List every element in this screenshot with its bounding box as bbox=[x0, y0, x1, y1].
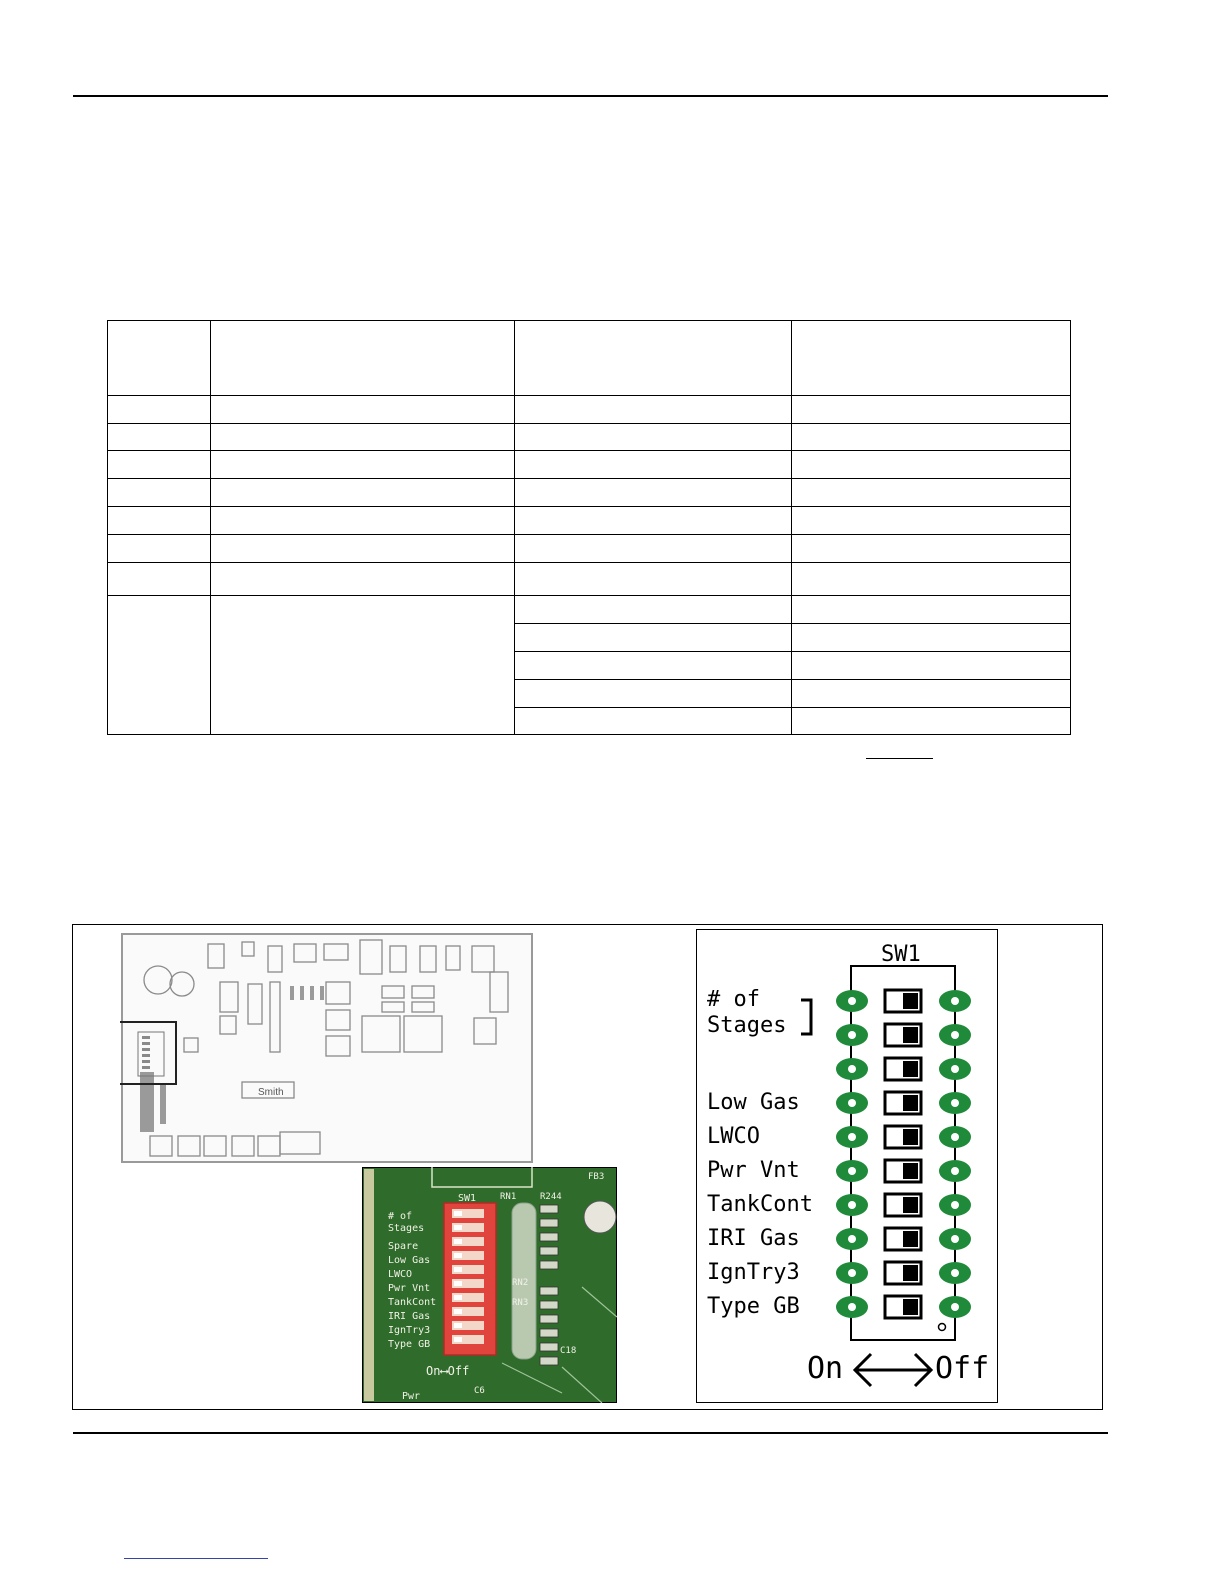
switch-toggle-knob bbox=[903, 1265, 918, 1281]
dip-switch-table bbox=[107, 320, 1071, 735]
diagram-label-tankcont: TankCont bbox=[707, 1192, 813, 1217]
photo-label-6: Pwr Vnt bbox=[388, 1283, 431, 1294]
table-row bbox=[108, 424, 1071, 451]
photo-label-8: IRI Gas bbox=[388, 1311, 431, 1322]
underline-mark bbox=[866, 758, 933, 759]
right-pad-hole bbox=[951, 1133, 959, 1141]
photo-sw1-label: SW1 bbox=[458, 1193, 477, 1204]
right-pad-hole bbox=[951, 1099, 959, 1107]
table-row bbox=[108, 507, 1071, 535]
switch-toggle-knob bbox=[903, 1095, 918, 1111]
switch-toggle-knob bbox=[903, 1129, 918, 1145]
diagram-label-iri-gas: IRI Gas bbox=[707, 1226, 800, 1251]
left-pad-hole bbox=[848, 1099, 856, 1107]
left-pad-hole bbox=[848, 1303, 856, 1311]
diagram-label-lwco: LWCO bbox=[707, 1124, 760, 1149]
photo-label-3: Spare bbox=[388, 1241, 419, 1252]
sw1-title: SW1 bbox=[881, 942, 921, 967]
table-header-row bbox=[108, 321, 1071, 396]
photo-marking-rn1: RN1 bbox=[500, 1192, 517, 1202]
sw1-switch-diagram bbox=[696, 929, 998, 1403]
photo-label-10: Type GB bbox=[388, 1339, 431, 1350]
photo-label-1: # of bbox=[388, 1211, 413, 1222]
switch-toggle-knob bbox=[903, 1061, 918, 1077]
photo-marking-pwr: Pwr bbox=[402, 1391, 421, 1402]
photo-marking-r244: R244 bbox=[540, 1192, 562, 1202]
diagram-label-stages: Stages bbox=[707, 1013, 787, 1038]
pin-one-marker bbox=[939, 1324, 946, 1331]
left-pad-hole bbox=[848, 1269, 856, 1277]
left-pad-hole bbox=[848, 1235, 856, 1243]
left-pad-hole bbox=[848, 1065, 856, 1073]
footer-rule bbox=[73, 1432, 1108, 1434]
left-pad-hole bbox=[848, 1133, 856, 1141]
table-row bbox=[108, 396, 1071, 424]
right-pad-hole bbox=[951, 997, 959, 1005]
switch-toggle-knob bbox=[903, 1231, 918, 1247]
left-pad-hole bbox=[848, 997, 856, 1005]
right-pad-hole bbox=[951, 1031, 959, 1039]
diagram-label-low-gas: Low Gas bbox=[707, 1090, 800, 1115]
right-pad-hole bbox=[951, 1235, 959, 1243]
switch-toggle-knob bbox=[903, 1027, 918, 1043]
photo-on-off-label: On⟷Off bbox=[426, 1364, 470, 1378]
table-row bbox=[108, 535, 1071, 563]
switch-toggle-knob bbox=[903, 1299, 918, 1315]
switch-toggle-knob bbox=[903, 993, 918, 1009]
table-row bbox=[108, 451, 1071, 479]
photo-marking-rn2: RN2 bbox=[512, 1278, 529, 1288]
right-pad-hole bbox=[951, 1303, 959, 1311]
photo-label-7: TankCont bbox=[388, 1297, 437, 1308]
control-board-overview-image bbox=[120, 932, 534, 1164]
switch-toggle-knob bbox=[903, 1197, 918, 1213]
photo-label-4: Low Gas bbox=[388, 1255, 431, 1266]
diagram-label-of: # of bbox=[707, 987, 760, 1012]
right-pad-hole bbox=[951, 1201, 959, 1209]
footer-link-underline bbox=[124, 1558, 268, 1559]
photo-label-9: IgnTry3 bbox=[388, 1325, 431, 1336]
dip-switch-photo bbox=[362, 1167, 617, 1403]
stages-bracket bbox=[801, 1000, 811, 1034]
table-row bbox=[108, 596, 1071, 624]
svg-text:Smith: Smith bbox=[258, 1087, 284, 1098]
photo-marking-fb3: FB3 bbox=[588, 1172, 605, 1182]
header-rule bbox=[73, 95, 1108, 97]
off-label: Off bbox=[935, 1351, 990, 1386]
photo-marking-c18: C18 bbox=[560, 1346, 577, 1356]
left-pad-hole bbox=[848, 1031, 856, 1039]
photo-label-2: Stages bbox=[388, 1223, 425, 1234]
diagram-label-pwr-vnt: Pwr Vnt bbox=[707, 1158, 800, 1183]
right-pad-hole bbox=[951, 1167, 959, 1175]
diagram-label-igntry3: IgnTry3 bbox=[707, 1260, 800, 1285]
left-pad-hole bbox=[848, 1167, 856, 1175]
table-row bbox=[108, 479, 1071, 507]
right-pad-hole bbox=[951, 1065, 959, 1073]
switch-toggle-knob bbox=[903, 1163, 918, 1179]
diagram-label-type-gb: Type GB bbox=[707, 1294, 800, 1319]
photo-marking-rn3: RN3 bbox=[512, 1298, 529, 1308]
left-pad-hole bbox=[848, 1201, 856, 1209]
photo-marking-c6: C6 bbox=[474, 1386, 485, 1396]
photo-label-5: LWCO bbox=[388, 1269, 413, 1280]
right-pad-hole bbox=[951, 1269, 959, 1277]
table-row bbox=[108, 563, 1071, 596]
on-label: On bbox=[807, 1351, 844, 1386]
